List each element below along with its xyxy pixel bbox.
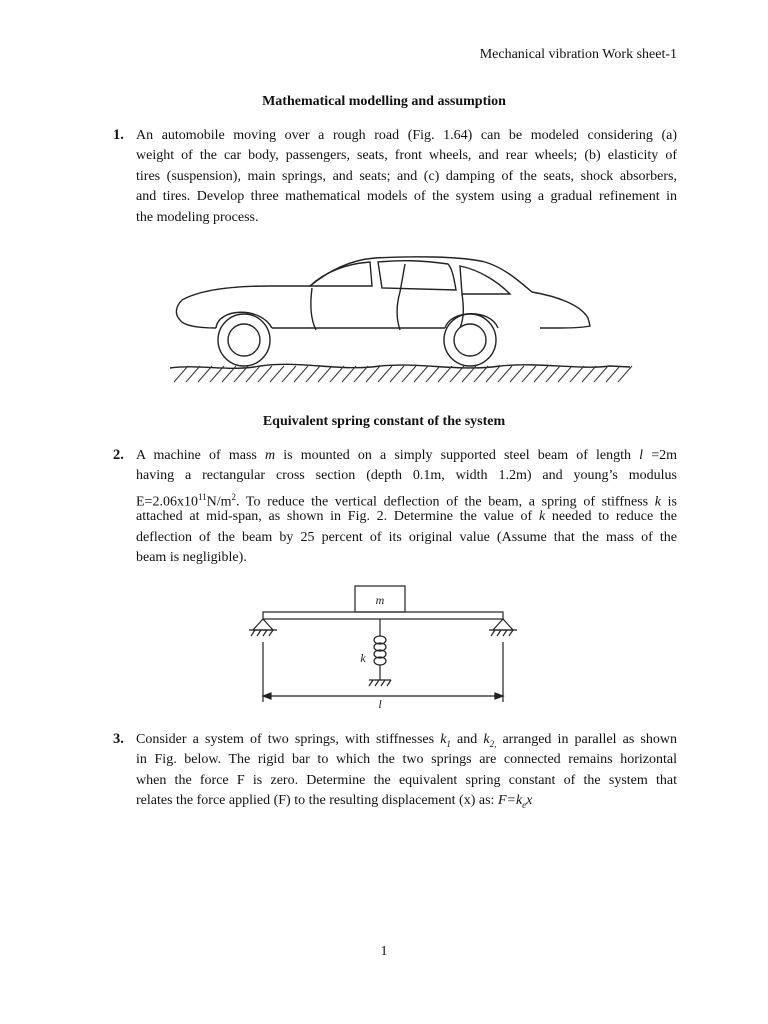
question-3-text xyxy=(136,730,677,812)
front-window xyxy=(310,262,372,286)
car-front-bumper xyxy=(176,300,216,328)
equation: $F=k_ex$ xyxy=(497,793,533,810)
front-wheel-hub xyxy=(228,324,260,356)
q2-line-3: $E=2.06x10^{11}N/m^2$. To reduce the vertical deflection of the beam, a spring of stiffness k is xyxy=(136,491,677,510)
question-1-number: 1. xyxy=(113,127,124,143)
side-window-front xyxy=(378,261,456,290)
q3-line-2: in Fig. below. The rigid bar to which the two springs are connected remains horizontal xyxy=(136,752,677,768)
beam xyxy=(263,612,503,619)
q2-line-1: A machine of mass m is mounted on a simply supported steel beam of length l =2m xyxy=(136,448,677,463)
q1-line: and tires. Develop three mathematical models of the system using a gradual refinement in xyxy=(136,189,677,205)
q3-line-4: relates the force applied (F) to the resulting displacement (x) as: $F=k_ex$ xyxy=(136,793,533,810)
q2-line-5: deflection of the beam by 25 percent of its original value (Assume that the mass of the xyxy=(136,529,677,545)
door-line-rear xyxy=(460,294,463,328)
spring-label: k xyxy=(360,651,366,665)
spring-heading: Equivalent spring constant of the system xyxy=(262,414,506,429)
question-2-number: 2. xyxy=(113,447,124,463)
q1-line: tires (suspension), main springs, and seats; and (c) damping of the seats, shock absorbers, xyxy=(136,168,677,184)
q3-line-3: when the force F is zero. Determine the equivalent spring constant of the system that xyxy=(136,772,677,788)
length-label: l xyxy=(378,697,382,711)
q2-line-6: beam is negligible). xyxy=(136,549,247,565)
rear-wheel xyxy=(444,314,496,366)
door-line-front xyxy=(311,288,316,330)
door-line-middle xyxy=(397,292,400,330)
page-number: 1 xyxy=(380,944,388,959)
beam-figure xyxy=(245,584,525,714)
left-support xyxy=(253,619,273,630)
q2-line-2: having a rectangular cross section (depth 0.1m, width 1.2m) and young’s modulus xyxy=(136,468,677,484)
question-2-text xyxy=(136,446,677,568)
q3-line-1: Consider a system of two springs, with stiffnesses $k_1$ and $k_{2,}$ arranged in parallel as shown xyxy=(136,732,677,749)
car-figure xyxy=(160,248,680,388)
question-3-number: 3. xyxy=(113,731,124,747)
q2-line-4: attached at mid-span, as shown in Fig. 2. Determine the value of k needed to reduce the xyxy=(136,509,677,525)
right-support xyxy=(493,619,513,630)
q1-line: weight of the car body, passengers, seats, front wheels, and rear wheels; (b) elasticity of xyxy=(136,148,677,164)
spring xyxy=(369,619,391,686)
question-1-text xyxy=(136,126,677,228)
q1-line: An automobile moving over a rough road (Fig. 1.64) can be modeled considering (a) xyxy=(136,128,677,143)
mass-label: m xyxy=(375,593,385,607)
modelling-heading: Mathematical modelling and assumption xyxy=(262,94,506,109)
rear-wheel-hub xyxy=(454,324,486,356)
q1-line: the modeling process. xyxy=(136,209,259,225)
car-body-outline xyxy=(182,257,590,328)
front-wheel xyxy=(218,314,270,366)
page-header: Mechanical vibration Work sheet-1 xyxy=(479,47,677,62)
window-pillar xyxy=(400,264,405,292)
